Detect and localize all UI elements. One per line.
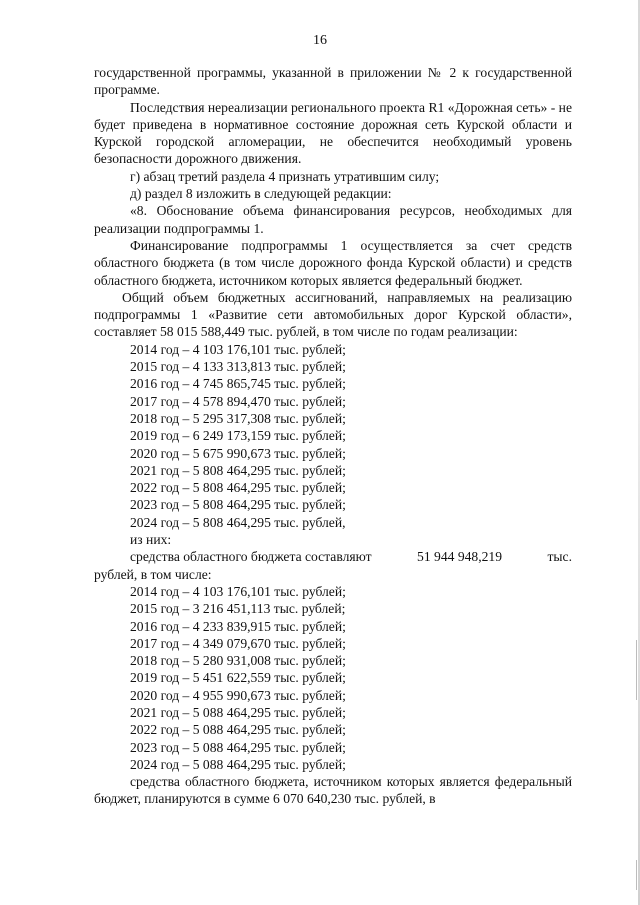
paragraph-item-g: г) абзац третий раздела 4 признать утратившим силу; xyxy=(130,168,440,184)
list-item: 2015 год – 3 216 451,113 тыс. рублей; xyxy=(130,601,346,617)
list-item: 2022 год – 5 808 464,295 тыс. рублей; xyxy=(130,480,346,496)
list-item: 2017 год – 4 349 079,670 тыс. рублей; xyxy=(130,635,346,651)
list-item: 2021 год – 5 088 464,295 тыс. рублей; xyxy=(130,704,346,720)
list-item: 2017 год – 4 578 894,470 тыс. рублей; xyxy=(130,393,346,409)
list-item: 2022 год – 5 088 464,295 тыс. рублей; xyxy=(130,722,346,738)
list-item: 2024 год – 5 808 464,295 тыс. рублей, xyxy=(130,514,346,530)
paragraph-item-d: д) раздел 8 изложить в следующей редакции: xyxy=(130,186,392,202)
list-item: 2018 год – 5 295 317,308 тыс. рублей; xyxy=(130,410,346,426)
regional-budget-label: средства областного бюджета составляют xyxy=(130,549,372,565)
paragraph-federal-funds: средства областного бюджета, источником которых является федеральный бюджет, планируются в сумме 6 070 640,230 тыс. рублей, в xyxy=(94,774,572,807)
list-item: 2024 год – 5 088 464,295 тыс. рублей; xyxy=(130,756,346,772)
list-item: 2021 год – 5 808 464,295 тыс. рублей; xyxy=(130,462,346,478)
of-which-label: из них: xyxy=(130,532,172,548)
list-item: 2019 год – 5 451 622,559 тыс. рублей; xyxy=(130,670,346,686)
list-item: 2019 год – 6 249 173,159 тыс. рублей; xyxy=(130,428,346,444)
list-item: 2023 год – 5 808 464,295 тыс. рублей; xyxy=(130,497,346,513)
list-item: 2023 год – 5 088 464,295 тыс. рублей; xyxy=(130,739,346,755)
total-by-year-list xyxy=(94,341,572,531)
paragraph-program-reference: государственной программы, указанной в приложении № 2 к государственной программе. xyxy=(94,65,572,98)
page-number: 16 xyxy=(313,33,327,48)
list-item: 2018 год – 5 280 931,008 тыс. рублей; xyxy=(130,653,346,669)
regional-budget-amount: 51 944 948,219 xyxy=(417,549,502,565)
list-item: 2016 год – 4 745 865,745 тыс. рублей; xyxy=(130,376,346,392)
regional-budget-line xyxy=(94,548,572,565)
list-item: 2014 год – 4 103 176,101 тыс. рублей; xyxy=(130,583,346,599)
list-item: 2016 год – 4 233 839,915 тыс. рублей; xyxy=(130,618,346,634)
regional-by-year-list xyxy=(94,583,572,773)
document-body xyxy=(94,64,572,808)
regional-budget-unit: тыс. xyxy=(547,549,572,565)
list-item: 2020 год – 5 675 990,673 тыс. рублей; xyxy=(130,445,346,461)
paragraph-section-8-heading: «8. Обоснование объема финансирования ресурсов, необходимых для реализации подпрограммы 1. xyxy=(94,203,572,236)
scan-artifact xyxy=(636,860,637,890)
scan-artifact xyxy=(636,640,637,700)
paragraph-financing-sources: Финансирование подпрограммы 1 осуществляется за счет средств областного бюджета (в том числе дорожного фонда Курской области) и средств областного бюджета, источником которых является федеральный бюджет. xyxy=(94,237,572,288)
paragraph-total-volume: Общий объем бюджетных ассигнований, направляемых на реализацию подпрограммы 1 «Развитие сети автомобильных дорог Курской области», составляет 58 015 588,449 тыс. рублей, в том числе по годам реализации: xyxy=(94,289,572,340)
list-item: 2020 год – 4 955 990,673 тыс. рублей; xyxy=(130,687,346,703)
list-item: 2014 год – 4 103 176,101 тыс. рублей; xyxy=(130,341,346,357)
regional-budget-continuation: рублей, в том числе: xyxy=(94,566,212,582)
paragraph-consequences: Последствия нереализации регионального проекта R1 «Дорожная сеть» - не будет приведена в нормативное состояние дорожная сеть Курской области и Курской городской агломерации, не обеспечится необходимый уровень безопасности дорожного движения. xyxy=(94,99,572,167)
list-item: 2015 год – 4 133 313,813 тыс. рублей; xyxy=(130,359,346,375)
